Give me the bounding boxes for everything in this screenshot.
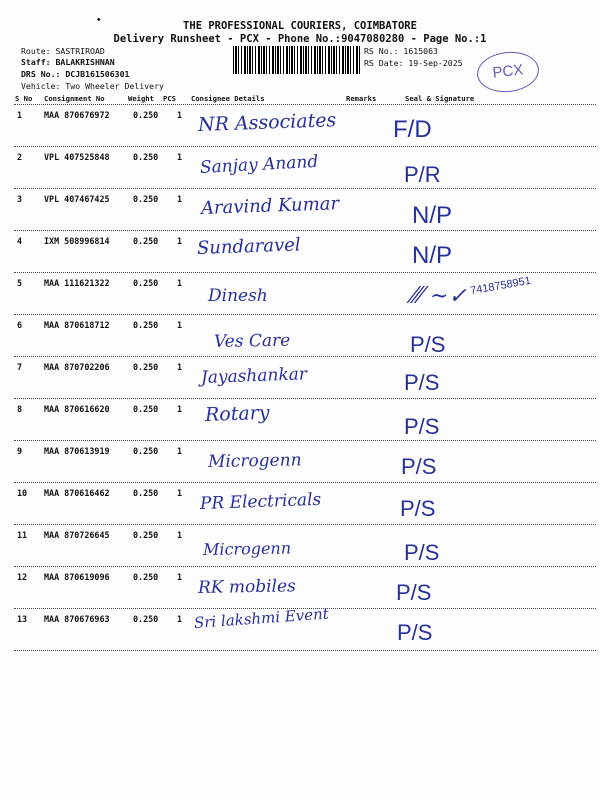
row-delivery-mark: F/D [393, 116, 432, 143]
row-pcs: 1 [177, 404, 183, 414]
row-pcs: 1 [177, 194, 183, 204]
row-consignee-handwriting: RK mobiles [197, 576, 296, 598]
document-subtitle: Delivery Runsheet - PCX - Phone No.:9047080280 - Page No.:1 [113, 33, 487, 45]
row-pcs: 1 [177, 278, 183, 288]
row-pcs: 1 [177, 362, 183, 372]
row-divider [14, 356, 596, 357]
row-pcs: 1 [177, 236, 183, 246]
row-delivery-mark: P/S [400, 496, 436, 521]
row-weight: 0.250 [133, 194, 159, 204]
col-seal-signature: Seal & Signature [405, 94, 475, 103]
row-consignment-no: MAA 870676963 [44, 614, 110, 624]
row-sno: 11 [17, 530, 28, 540]
row-delivery-mark: N/P [412, 242, 453, 269]
row-consignee-handwriting: Sanjay Anand [199, 151, 319, 178]
row-divider [14, 440, 596, 441]
row-sno: 8 [17, 404, 23, 414]
barcode [233, 46, 361, 74]
row-weight: 0.250 [133, 530, 159, 540]
row-consignment-no: IXM 508996814 [44, 236, 110, 246]
row-consignment-no: VPL 407525848 [44, 152, 110, 162]
row-consignment-no: MAA 870616462 [44, 488, 110, 498]
row-weight: 0.250 [133, 488, 159, 498]
row-sno: 2 [17, 152, 23, 162]
row-consignee-handwriting: Microgenn [207, 450, 302, 472]
row-weight: 0.250 [133, 404, 159, 414]
row-consignee-handwriting: Rotary [204, 401, 270, 426]
row-delivery-mark: P/S [410, 332, 446, 357]
row-consignee-handwriting: NR Associates [197, 109, 337, 136]
row-consignment-no: VPL 407467425 [44, 194, 110, 204]
rs-date: RS Date: 19-Sep-2025 [364, 58, 463, 68]
row-divider [14, 230, 596, 231]
row-consignee-handwriting: Microgenn [202, 538, 292, 559]
row-consignee-handwriting: Sri lakshmi Event [193, 604, 330, 632]
row-divider [14, 566, 596, 567]
row-consignee-handwriting: Ves Care [213, 330, 291, 352]
col-remarks: Remarks [346, 94, 377, 103]
row-pcs: 1 [177, 152, 183, 162]
row-pcs: 1 [177, 320, 183, 330]
row-delivery-mark: P/S [404, 414, 440, 439]
row-consignment-no: MAA 870616620 [44, 404, 110, 414]
row-delivery-mark: P/S [397, 620, 433, 645]
row-sno: 9 [17, 446, 23, 456]
row-sno: 10 [17, 488, 28, 498]
row-consignee-handwriting: Dinesh [208, 286, 268, 306]
row-weight: 0.250 [133, 572, 159, 582]
row-consignee-handwriting: Jayashankar [200, 364, 308, 388]
row-weight: 0.250 [133, 236, 159, 246]
row-weight: 0.250 [133, 614, 159, 624]
row-weight: 0.250 [133, 110, 159, 120]
row-divider [14, 524, 596, 525]
row-consignment-no: MAA 870613919 [44, 446, 110, 456]
row-consignment-no: MAA 870702206 [44, 362, 110, 372]
col-weight: Weight [128, 94, 154, 103]
row-consignee-handwriting: Aravind Kumar [200, 193, 340, 219]
col-pcs: PCS [163, 94, 176, 103]
row-consignee-handwriting: Sundaravel [196, 234, 301, 259]
print-mark: ◆ [97, 16, 101, 23]
row-divider [14, 482, 596, 483]
row-pcs: 1 [177, 572, 183, 582]
row-sno: 4 [17, 236, 23, 246]
row-sno: 12 [17, 572, 28, 582]
row-divider [14, 272, 596, 273]
row-delivery-mark: P/S [404, 540, 440, 565]
row-consignment-no: MAA 870676972 [44, 110, 110, 120]
row-divider [14, 398, 596, 399]
row-sno: 3 [17, 194, 23, 204]
col-sno: S No [15, 94, 33, 103]
row-signature-scribble: ⁄⁄⁄ ~✓ [412, 284, 467, 309]
row-divider [14, 188, 596, 189]
row-divider [14, 650, 596, 651]
row-consignment-no: MAA 870618712 [44, 320, 110, 330]
row-delivery-mark: P/R [404, 162, 441, 187]
row-divider [14, 146, 596, 147]
row-delivery-mark: P/S [404, 370, 440, 395]
row-weight: 0.250 [133, 362, 159, 372]
row-pcs: 1 [177, 110, 183, 120]
row-sno: 13 [17, 614, 28, 624]
row-delivery-mark: 7418758951 [469, 274, 532, 298]
route-label: Route: SASTRIROAD [21, 46, 105, 56]
row-sno: 5 [17, 278, 23, 288]
row-sno: 6 [17, 320, 23, 330]
row-pcs: 1 [177, 488, 183, 498]
row-consignment-no: MAA 870619096 [44, 572, 110, 582]
document-title: THE PROFESSIONAL COURIERS, COIMBATORE [183, 20, 417, 32]
row-divider [14, 314, 596, 315]
row-delivery-mark: P/S [401, 454, 437, 479]
pcx-stamp: PCX [475, 49, 541, 95]
header-rule [14, 104, 596, 105]
col-consignee: Consignee Details [191, 94, 265, 103]
row-weight: 0.250 [133, 152, 159, 162]
row-sno: 1 [17, 110, 23, 120]
row-pcs: 1 [177, 446, 183, 456]
staff-label: Staff: BALAKRISHNAN [21, 57, 115, 67]
drs-label: DRS No.: DCJB161506301 [21, 69, 130, 79]
col-consignment: Consignment No [44, 94, 105, 103]
row-pcs: 1 [177, 530, 183, 540]
row-delivery-mark: N/P [412, 202, 453, 229]
row-weight: 0.250 [133, 320, 159, 330]
row-consignee-handwriting: PR Electricals [199, 489, 322, 514]
row-weight: 0.250 [133, 278, 159, 288]
rs-number: RS No.: 1615063 [364, 46, 438, 56]
row-consignment-no: MAA 111621322 [44, 278, 110, 288]
row-pcs: 1 [177, 614, 183, 624]
row-weight: 0.250 [133, 446, 159, 456]
row-consignment-no: MAA 870726645 [44, 530, 110, 540]
row-sno: 7 [17, 362, 23, 372]
row-delivery-mark: P/S [396, 580, 432, 605]
vehicle-label: Vehicle: Two Wheeler Delivery [21, 81, 164, 91]
